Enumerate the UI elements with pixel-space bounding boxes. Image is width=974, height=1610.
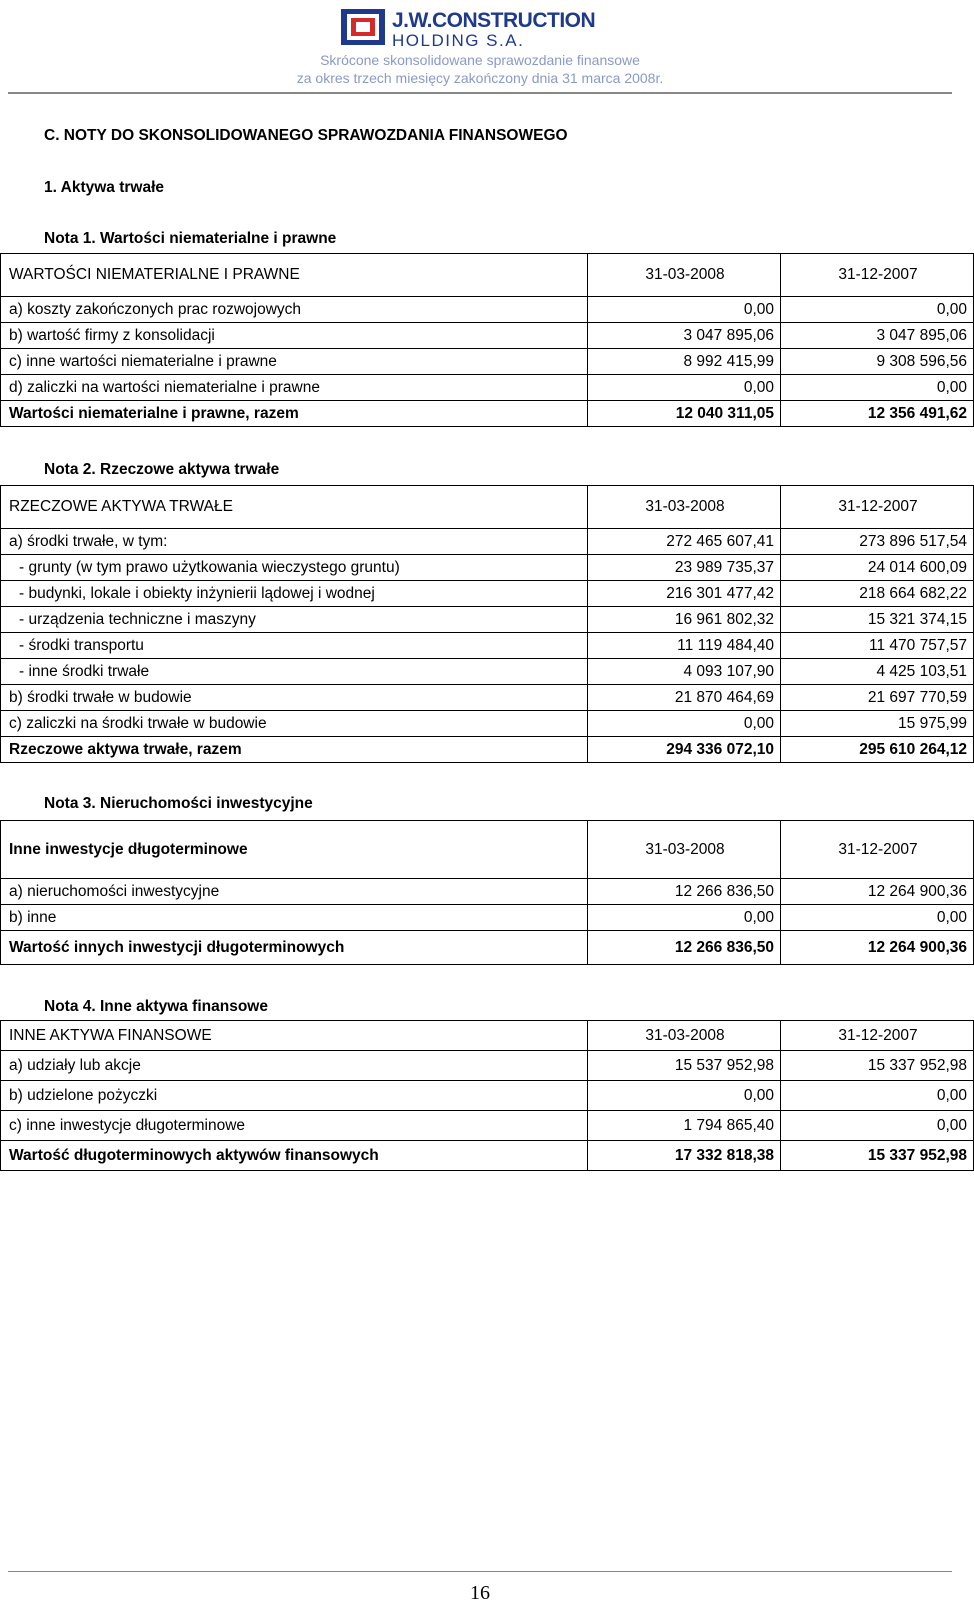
total-label: Wartość innych inwestycji długoterminowych (1, 931, 588, 965)
table-header-row (1, 254, 974, 297)
row-label: b) środki trwałe w budowie (1, 685, 588, 711)
table-row (1, 711, 974, 737)
table-header-row (1, 821, 974, 879)
document-header (0, 6, 960, 88)
row-value-2: 15 975,99 (781, 711, 974, 737)
section-subtitle: 1. Aktywa trwałe (44, 179, 165, 196)
header-label: WARTOŚCI NIEMATERIALNE I PRAWNE (1, 254, 588, 297)
row-label: a) koszty zakończonych prac rozwojowych (1, 297, 588, 323)
row-label: b) inne (1, 905, 588, 931)
row-value-2: 12 264 900,36 (781, 879, 974, 905)
row-value-1: 11 119 484,40 (588, 633, 781, 659)
header-date-2: 31-12-2007 (781, 821, 974, 879)
row-value-2: 11 470 757,57 (781, 633, 974, 659)
total-value-2: 12 264 900,36 (781, 931, 974, 965)
row-value-1: 216 301 477,42 (588, 581, 781, 607)
row-value-1: 8 992 415,99 (588, 349, 781, 375)
row-label: b) udzielone pożyczki (1, 1081, 588, 1111)
note-4-label (44, 998, 268, 1016)
note-1-title: Wartości niematerialne i prawne (100, 230, 337, 247)
total-value-2: 12 356 491,62 (781, 401, 974, 427)
row-label: a) środki trwałe, w tym: (1, 529, 588, 555)
note-2-prefix: Nota 2. (44, 461, 96, 478)
table-other-financial-assets (0, 1020, 974, 1171)
header-label: Inne inwestycje długoterminowe (1, 821, 588, 879)
header-date-1: 31-03-2008 (588, 1021, 781, 1051)
row-value-2: 15 337 952,98 (781, 1051, 974, 1081)
row-value-1: 0,00 (588, 375, 781, 401)
row-value-1: 0,00 (588, 297, 781, 323)
row-label: - budynki, lokale i obiekty inżynierii lądowej i wodnej (1, 581, 588, 607)
row-label: a) udziały lub akcje (1, 1051, 588, 1081)
row-value-2: 3 047 895,06 (781, 323, 974, 349)
table-row (1, 1111, 974, 1141)
note-4-prefix: Nota 4. (44, 998, 96, 1015)
header-date-2: 31-12-2007 (781, 254, 974, 297)
row-value-1: 15 537 952,98 (588, 1051, 781, 1081)
row-value-1: 3 047 895,06 (588, 323, 781, 349)
row-label: c) inne wartości niematerialne i prawne (1, 349, 588, 375)
note-1-label (44, 230, 336, 248)
row-label: - urządzenia techniczne i maszyny (1, 607, 588, 633)
total-value-2: 15 337 952,98 (781, 1141, 974, 1171)
row-label: b) wartość firmy z konsolidacji (1, 323, 588, 349)
footer-divider (8, 1571, 952, 1572)
table-row (1, 375, 974, 401)
note-3-label (44, 795, 313, 813)
row-value-2: 218 664 682,22 (781, 581, 974, 607)
note-2-label (44, 461, 279, 479)
table-row (1, 1081, 974, 1111)
row-value-1: 272 465 607,41 (588, 529, 781, 555)
table-row (1, 529, 974, 555)
brand-name: J.W.CONSTRUCTION (392, 9, 596, 32)
header-date-1: 31-03-2008 (588, 486, 781, 529)
table-row (1, 685, 974, 711)
row-value-1: 0,00 (588, 905, 781, 931)
row-value-1: 21 870 464,69 (588, 685, 781, 711)
note-2-title: Rzeczowe aktywa trwałe (100, 461, 280, 478)
section-title: C. NOTY DO SKONSOLIDOWANEGO SPRAWOZDANIA FINANSOWEGO (44, 127, 568, 144)
table-row (1, 659, 974, 685)
page-number: 16 (470, 1582, 490, 1604)
total-value-1: 12 266 836,50 (588, 931, 781, 965)
row-label: d) zaliczki na wartości niematerialne i prawne (1, 375, 588, 401)
row-value-1: 16 961 802,32 (588, 607, 781, 633)
header-date-1: 31-03-2008 (588, 254, 781, 297)
row-value-1: 23 989 735,37 (588, 555, 781, 581)
row-value-1: 1 794 865,40 (588, 1111, 781, 1141)
table-intangible-assets (0, 253, 974, 427)
row-value-2: 0,00 (781, 375, 974, 401)
row-value-2: 15 321 374,15 (781, 607, 974, 633)
table-total-row (1, 931, 974, 965)
row-value-1: 0,00 (588, 711, 781, 737)
note-1-prefix: Nota 1. (44, 230, 96, 247)
table-row (1, 633, 974, 659)
header-label: RZECZOWE AKTYWA TRWAŁE (1, 486, 588, 529)
note-4-title: Inne aktywa finansowe (100, 998, 268, 1015)
report-period: za okres trzech miesięcy zakończony dnia 31 marca 2008r. (296, 70, 664, 86)
row-value-2: 0,00 (781, 297, 974, 323)
header-label: INNE AKTYWA FINANSOWE (1, 1021, 588, 1051)
note-3-prefix: Nota 3. (44, 795, 96, 812)
table-row (1, 323, 974, 349)
header-date-1: 31-03-2008 (588, 821, 781, 879)
row-value-2: 0,00 (781, 1081, 974, 1111)
row-value-2: 0,00 (781, 905, 974, 931)
row-value-2: 4 425 103,51 (781, 659, 974, 685)
table-total-row (1, 1141, 974, 1171)
brand-suffix: HOLDING S.A. (392, 31, 525, 50)
report-title: Skrócone skonsolidowane sprawozdanie finansowe (320, 52, 640, 68)
row-label: c) zaliczki na środki trwałe w budowie (1, 711, 588, 737)
row-label: a) nieruchomości inwestycyjne (1, 879, 588, 905)
table-row (1, 879, 974, 905)
total-value-1: 12 040 311,05 (588, 401, 781, 427)
total-label: Wartości niematerialne i prawne, razem (1, 401, 588, 427)
header-date-2: 31-12-2007 (781, 486, 974, 529)
table-row (1, 607, 974, 633)
company-logo-icon (340, 8, 386, 46)
table-row (1, 297, 974, 323)
total-label: Wartość długoterminowych aktywów finansowych (1, 1141, 588, 1171)
header-divider (8, 92, 952, 94)
row-value-1: 0,00 (588, 1081, 781, 1111)
row-value-2: 9 308 596,56 (781, 349, 974, 375)
row-value-1: 12 266 836,50 (588, 879, 781, 905)
table-row (1, 349, 974, 375)
row-value-1: 4 093 107,90 (588, 659, 781, 685)
table-total-row (1, 401, 974, 427)
table-fixed-assets (0, 485, 974, 763)
table-header-row (1, 486, 974, 529)
row-label: - inne środki trwałe (1, 659, 588, 685)
row-value-2: 21 697 770,59 (781, 685, 974, 711)
row-label: - środki transportu (1, 633, 588, 659)
total-label: Rzeczowe aktywa trwałe, razem (1, 737, 588, 763)
table-row (1, 555, 974, 581)
header-date-2: 31-12-2007 (781, 1021, 974, 1051)
table-row (1, 581, 974, 607)
total-value-1: 17 332 818,38 (588, 1141, 781, 1171)
table-row (1, 1051, 974, 1081)
table-header-row (1, 1021, 974, 1051)
row-label: - grunty (w tym prawo użytkowania wieczystego gruntu) (1, 555, 588, 581)
table-row (1, 905, 974, 931)
row-value-2: 273 896 517,54 (781, 529, 974, 555)
table-investment-property (0, 820, 974, 965)
row-label: c) inne inwestycje długoterminowe (1, 1111, 588, 1141)
row-value-2: 0,00 (781, 1111, 974, 1141)
row-value-2: 24 014 600,09 (781, 555, 974, 581)
table-total-row (1, 737, 974, 763)
total-value-1: 294 336 072,10 (588, 737, 781, 763)
total-value-2: 295 610 264,12 (781, 737, 974, 763)
note-3-title: Nieruchomości inwestycyjne (100, 795, 313, 812)
